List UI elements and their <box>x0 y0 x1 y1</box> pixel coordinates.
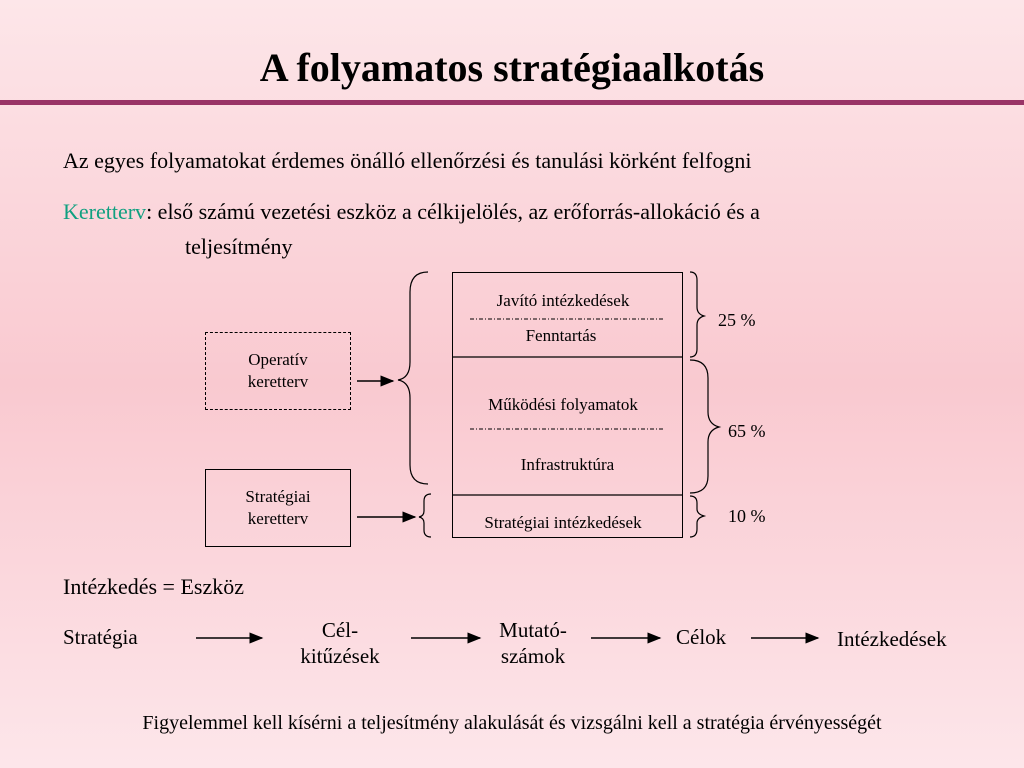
left-brace-large <box>398 272 428 484</box>
flow-mutatoszamok-2: számok <box>500 644 566 668</box>
flow-celok: Célok <box>676 625 727 649</box>
keretterv-term: Keretterv <box>63 199 147 224</box>
right-brace-65 <box>690 360 719 493</box>
left-brace-small <box>419 494 431 537</box>
keretterv-definition-cont: teljesítmény <box>185 234 293 259</box>
strategiai-label-1: Stratégiai <box>245 487 311 506</box>
intro-text: Az egyes folyamatokat érdemes önálló ellenőrzési és tanulási körként felfogni <box>63 148 752 173</box>
cell-fenntartas: Fenntartás <box>525 326 597 345</box>
equation-text: Intézkedés = Eszköz <box>63 574 244 599</box>
cell-infrastruktura: Infrastruktúra <box>520 455 615 474</box>
percent-25: 25 % <box>718 310 756 330</box>
strategiai-label-2: keretterv <box>247 509 309 528</box>
slide-title: A folyamatos stratégiaalkotás <box>259 45 765 90</box>
flow-celkituzesek <box>280 617 400 669</box>
flow-intezkedesek: Intézkedések <box>837 627 947 651</box>
cell-mukodesi-folyamatok: Működési folyamatok <box>488 395 638 414</box>
flow-celkituzesek-2: kitűzések <box>300 644 380 668</box>
operativ-label-2: keretterv <box>247 372 309 391</box>
flow-strategia: Stratégia <box>63 625 138 649</box>
percent-65: 65 % <box>728 421 766 441</box>
flow-mutatoszamok <box>473 617 593 669</box>
keretterv-definition: : első számú vezetési eszköz a célkijelölés, az erőforrás-allokáció és a <box>146 199 760 224</box>
cell-strategiai-intezkedesek: Stratégiai intézkedések <box>484 513 642 532</box>
operativ-label-1: Operatív <box>248 350 308 369</box>
cell-javito-intezkedesek: Javító intézkedések <box>496 291 630 310</box>
percent-10: 10 % <box>728 506 766 526</box>
right-brace-10 <box>690 496 704 537</box>
flow-celkituzesek-1: Cél- <box>321 618 359 642</box>
right-brace-25 <box>690 272 704 357</box>
flow-mutatoszamok-1: Mutató- <box>499 618 567 642</box>
footer-note: Figyelemmel kell kísérni a teljesítmény alakulását és vizsgálni kell a stratégia érvényességét <box>142 712 882 734</box>
